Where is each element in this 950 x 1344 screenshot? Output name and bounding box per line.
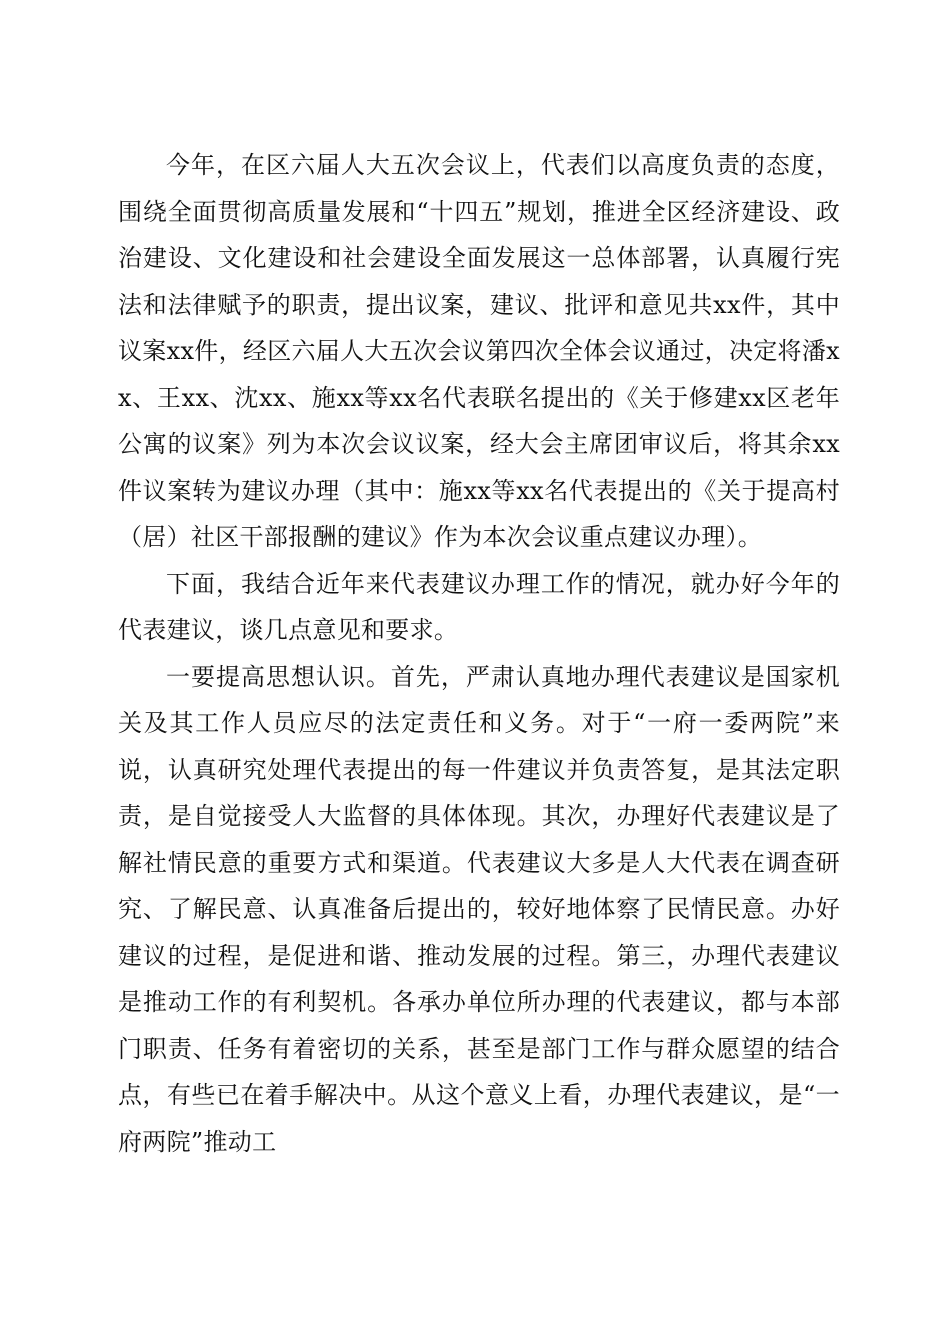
paragraph-raise-awareness: 一要提高思想认识。首先，严肃认真地办理代表建议是国家机关及其工作人员应尽的法定责任和义务。对于“一府一委两院”来说，认真研究处理代表提出的每一件建议并负责答复，是其法定职责，是自觉接受人大监督的具体体现。其次，办理好代表建议是了解社情民意的重要方式和渠道。代表建议大多是人大代表在调查研究、了解民意、认真准备后提出的，较好地体察了民情民意。办好建议的过程，是促进和谐、推动发展的过程。第三，办理代表建议是推动工作的有利契机。各承办单位所办理的代表建议，都与本部门职责、任务有着密切的关系，甚至是部门工作与群众愿望的结合点，有些已在着手解决中。从这个意义上看，办理代表建议，是“一府两院”推动工 <box>118 662 840 1156</box>
document-body <box>118 142 840 1165</box>
paragraph-introduction: 下面，我结合近年来代表建议办理工作的情况，就办好今年的代表建议，谈几点意见和要求。 <box>118 569 840 644</box>
paragraph-representative-proposals: 今年，在区六届人大五次会议上，代表们以高度负责的态度，围绕全面贯彻高质量发展和“十四五”规划，推进全区经济建设、政治建设、文化建设和社会建设全面发展这一总体部署，认真履行宪法和法律赋予的职责，提出议案，建议、批评和意见共xx件，其中议案xx件，经区六届人大五次会议第四次全体会议通过，决定将潘xx、王xx、沈xx、施xx等xx名代表联名提出的《关于修建xx区老年公寓的议案》列为本次会议议案，经大会主席团审议后，将其余xx件议案转为建议办理（其中：施xx等xx名代表提出的《关于提高村（居）社区干部报酬的建议》作为本次会议重点建议办理）。 <box>118 151 840 551</box>
